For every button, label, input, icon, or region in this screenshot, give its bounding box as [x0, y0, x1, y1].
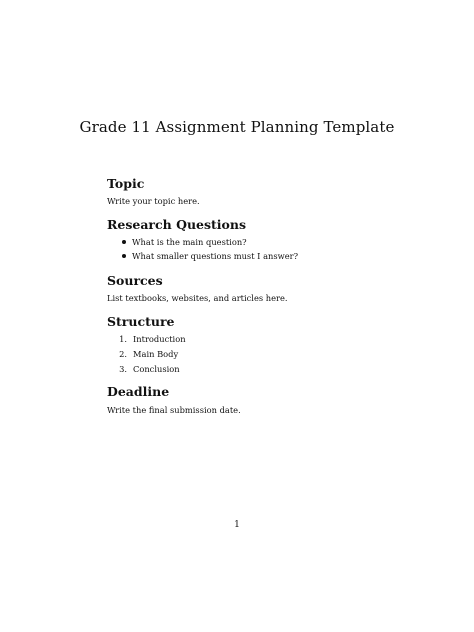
list-text: Conclusion — [133, 364, 180, 374]
list-item — [114, 334, 186, 344]
bullet-icon — [122, 254, 126, 258]
section-heading-research-questions: Research Questions — [107, 217, 247, 232]
bullet-text: What is the main question? — [132, 237, 247, 247]
list-number: 2. — [119, 349, 127, 359]
list-number: 1. — [119, 334, 127, 344]
list-item — [114, 364, 180, 374]
list-text: Introduction — [133, 334, 186, 344]
section-heading-deadline: Deadline — [107, 384, 170, 399]
section-heading-sources: Sources — [107, 273, 163, 288]
document-title: Grade 11 Assignment Planning Template — [79, 118, 395, 136]
section-text-deadline: Write the final submission date. — [107, 405, 241, 415]
bullet-icon — [122, 240, 126, 244]
section-heading-structure: Structure — [107, 314, 175, 329]
section-text-topic: Write your topic here. — [107, 196, 200, 206]
list-number: 3. — [119, 364, 127, 374]
list-item — [114, 251, 298, 261]
list-text: Main Body — [133, 349, 179, 359]
bullet-text: What smaller questions must I answer? — [132, 251, 299, 261]
list-item — [114, 237, 247, 247]
list-item — [114, 349, 178, 359]
section-heading-topic: Topic — [107, 176, 145, 191]
page-number: 1 — [234, 520, 240, 530]
section-text-sources: List textbooks, websites, and articles here. — [107, 293, 288, 303]
